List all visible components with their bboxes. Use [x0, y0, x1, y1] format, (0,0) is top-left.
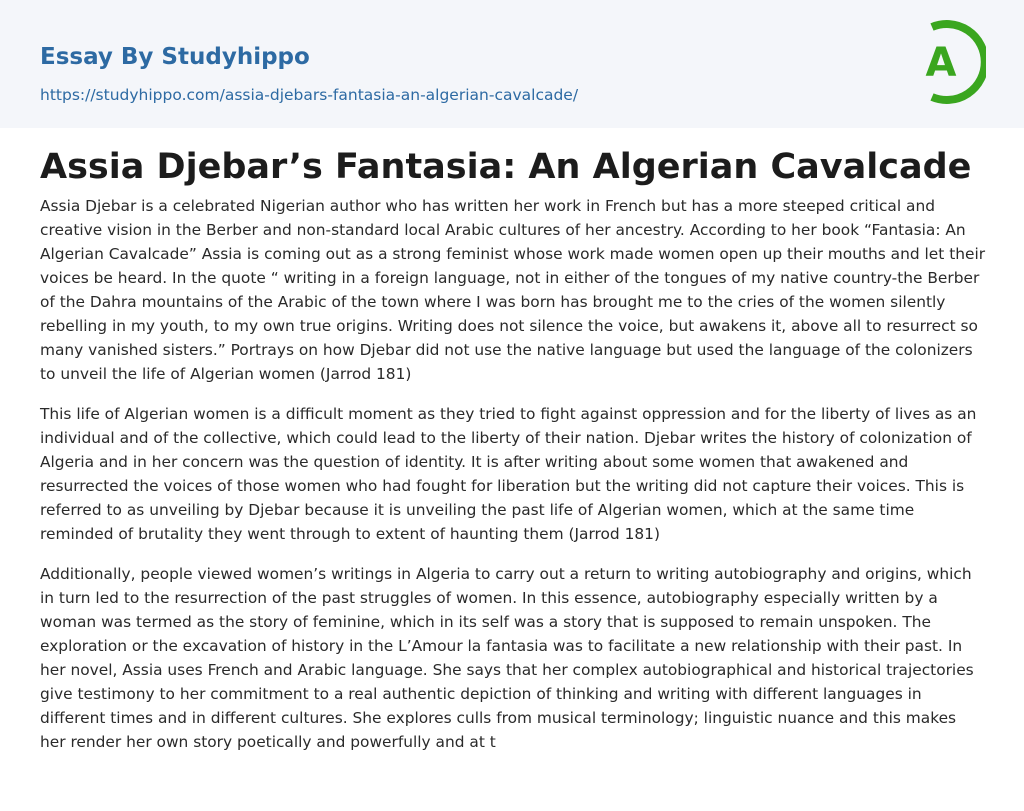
- article-paragraph-3: Additionally, people viewed women’s writings in Algeria to carry out a return to writing autobiography and origins, which in turn led to the resurrection of the past struggles of women. In this essence, autobiography especially written by a woman was termed as the story of feminine, which in its self was a story that is supposed to remain unspoken. The exploration or the excavation of history in the L’Amour la fantasia was to facilitate a new relationship with their past. In her novel, Assia uses French and Arabic language. She says that her complex autobiographical and historical trajectories give testimony to her commitment to a real authentic depiction of thinking and writing with different languages in different times and in different cultures. She explores culls from musical terminology; linguistic nuance and this makes her render her own story poetically and powerfully and at t: [40, 565, 974, 751]
- logo-letter: A: [925, 40, 957, 86]
- article-title: Assia Djebar’s Fantasia: An Algerian Cavalcade: [40, 147, 972, 187]
- article-body: [40, 194, 986, 770]
- article-paragraph-2: This life of Algerian women is a difficult moment as they tried to fight against oppression and for the liberty of lives as an individual and of the collective, which could lead to the liberty of their nation. Djebar writes the history of colonization of Algeria and in her concern was the question of identity. It is after writing about some women that awakened and resurrected the voices of those women who had fought for liberation but the writing did not capture their voices. This is referred to as unveiling by Djebar because it is unveiling the past life of Algerian women, which at the same time reminded of brutality they went through to extent of haunting them (Jarrod 181): [40, 405, 977, 543]
- page-header: [0, 0, 1024, 128]
- article-url-link[interactable]: https://studyhippo.com/assia-djebars-fantasia-an-algerian-cavalcade/: [40, 86, 579, 104]
- article-paragraph-1: Assia Djebar is a celebrated Nigerian author who has written her work in French but has a more steeped critical and creative vision in the Berber and non-standard local Arabic cultures of her ancestry. According to her book “Fantasia: An Algerian Cavalcade” Assia is coming out as a strong feminist whose work made women open up their mouths and let their voices be heard. In the quote “ writing in a foreign language, not in either of the tongues of my native country-the Berber of the Dahra mountains of the Arabic of the town where I was born has brought me to the cries of the women silently rebelling in my youth, to my own true origins. Writing does not silence the voice, but awakens it, above all to resurrect so many vanished sisters.” Portrays on how Djebar did not use the native language but used the language of the colonizers to unveil the life of Algerian women (Jarrod 181): [40, 197, 986, 383]
- studyhippo-logo-icon[interactable]: [912, 18, 986, 106]
- site-brand[interactable]: Essay By Studyhippo: [40, 44, 310, 70]
